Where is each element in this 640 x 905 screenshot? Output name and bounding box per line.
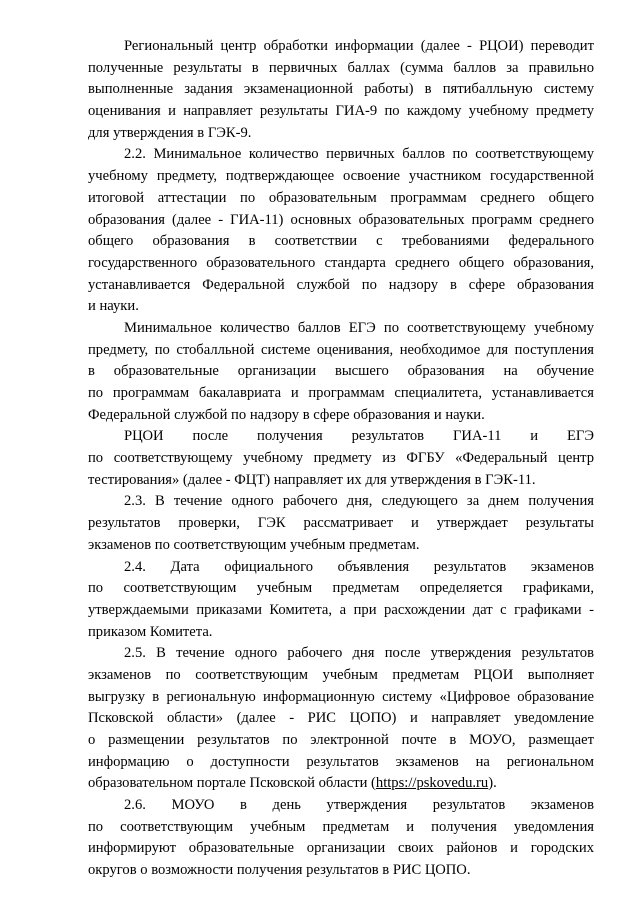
paragraph-line: приказом Комитета. — [88, 623, 213, 640]
paragraph-line: утверждаемыми приказами Комитета, а при расхождении дат с графиками - — [88, 601, 594, 618]
paragraph-line: итоговой аттестации по образовательным программам среднего общего — [88, 189, 594, 206]
paragraph-line: полученные результаты в первичных баллах (сумма баллов за правильно — [88, 59, 594, 76]
paragraph-line: государственного образовательного стандарта среднего общего образования, — [88, 254, 594, 271]
paragraph — [88, 426, 594, 491]
paragraph-line: Федеральной службой по надзору в сфере образования и науки. — [88, 406, 485, 423]
paragraph-line: образования (далее - ГИА-11) основных образовательных программ среднего — [88, 211, 594, 228]
paragraph-line: Региональный центр обработки информации (далее - РЦОИ) переводит — [124, 38, 594, 54]
paragraph-line: по соответствующим учебным предметам и получения уведомления — [88, 818, 594, 835]
paragraph-line: 2.5. В течение одного рабочего дня после утверждения результатов — [124, 645, 594, 662]
paragraph — [88, 795, 594, 882]
paragraph-line: РЦОИ после получения результатов ГИА-11 и ЕГЭ — [124, 428, 594, 445]
paragraph-line: Псковской области» (далее - РИС ЦОПО) и направляет уведомление — [88, 710, 594, 727]
paragraph-line: 2.3. В течение одного рабочего дня, следующего за днем получения — [124, 493, 594, 510]
paragraph — [88, 144, 594, 318]
paragraph-line: Минимальное количество баллов ЕГЭ по соответствующему учебному — [124, 319, 594, 336]
paragraph-line: образовательном портале Псковской области (https://pskovedu.ru). — [88, 775, 497, 792]
paragraph-line: округов о возможности получения результатов в РИС ЦОПО. — [88, 862, 471, 879]
paragraph — [88, 318, 594, 426]
pskovedu-link[interactable]: https://pskovedu.ru — [375, 775, 489, 792]
paragraph-line: учебному предмету, подтверждающее освоение участником государственной — [88, 168, 594, 185]
paragraph-line: 2.2. Минимальное количество первичных баллов по соответствующему — [124, 146, 594, 163]
paragraph-line: результатов проверки, ГЭК рассматривает и утверждает результаты — [88, 515, 594, 532]
paragraph — [88, 491, 594, 556]
paragraph-line: по соответствующим учебным предметам определяется графиками, — [88, 580, 594, 597]
paragraph-line: по программам бакалавриата и программам специалитета, устанавливается — [88, 385, 594, 401]
paragraph-line: тестирования» (далее - ФЦТ) направляет их для утверждения в ГЭК-11. — [88, 471, 536, 488]
paragraph-line: оценивания и направляет результаты ГИА-9 по каждому учебному предмету — [88, 103, 594, 120]
paragraph-line: информацию о доступности результатов экзаменов на региональном — [88, 753, 594, 770]
paragraph-line: по соответствующему учебному предмету из ФГБУ «Федеральный центр — [88, 450, 594, 467]
paragraph-line: в образовательные организации высшего образования на обучение — [88, 363, 594, 380]
paragraph-line: информируют образовательные организации своих районов и городских — [88, 840, 594, 857]
paragraph-line: 2.4. Дата официального объявления результатов экзаменов — [124, 558, 594, 575]
paragraph — [88, 643, 594, 795]
paragraph-line: выполненные задания экзаменационной работы) в пятибалльную систему — [88, 81, 594, 98]
paragraph-line: о размещении результатов по электронной почте в МОУО, размещает — [88, 732, 594, 748]
paragraph-line: устанавливается Федеральной службой по надзору в сфере образования — [88, 276, 594, 293]
paragraph-line: 2.6. МОУО в день утверждения результатов экзаменов — [124, 797, 594, 814]
paragraph — [88, 36, 594, 144]
paragraph-line: экзаменов по соответствующим учебным предметам РЦОИ выполняет — [88, 666, 594, 683]
paragraph-line: экзаменов по соответствующим учебным предметам. — [88, 536, 420, 553]
paragraph-line: выгрузку в региональную информационную систему «Цифровое образование — [88, 688, 594, 705]
paragraph-line: для утверждения в ГЭК-9. — [88, 124, 252, 141]
paragraph — [88, 557, 594, 644]
paragraph-line: предмету, по стобалльной системе оценивания, необходимое для поступления — [88, 341, 594, 358]
document-page — [88, 36, 594, 882]
paragraph-line: общего образования в соответствии с требованиями федерального — [88, 233, 594, 250]
paragraph-line: и науки. — [88, 298, 139, 315]
